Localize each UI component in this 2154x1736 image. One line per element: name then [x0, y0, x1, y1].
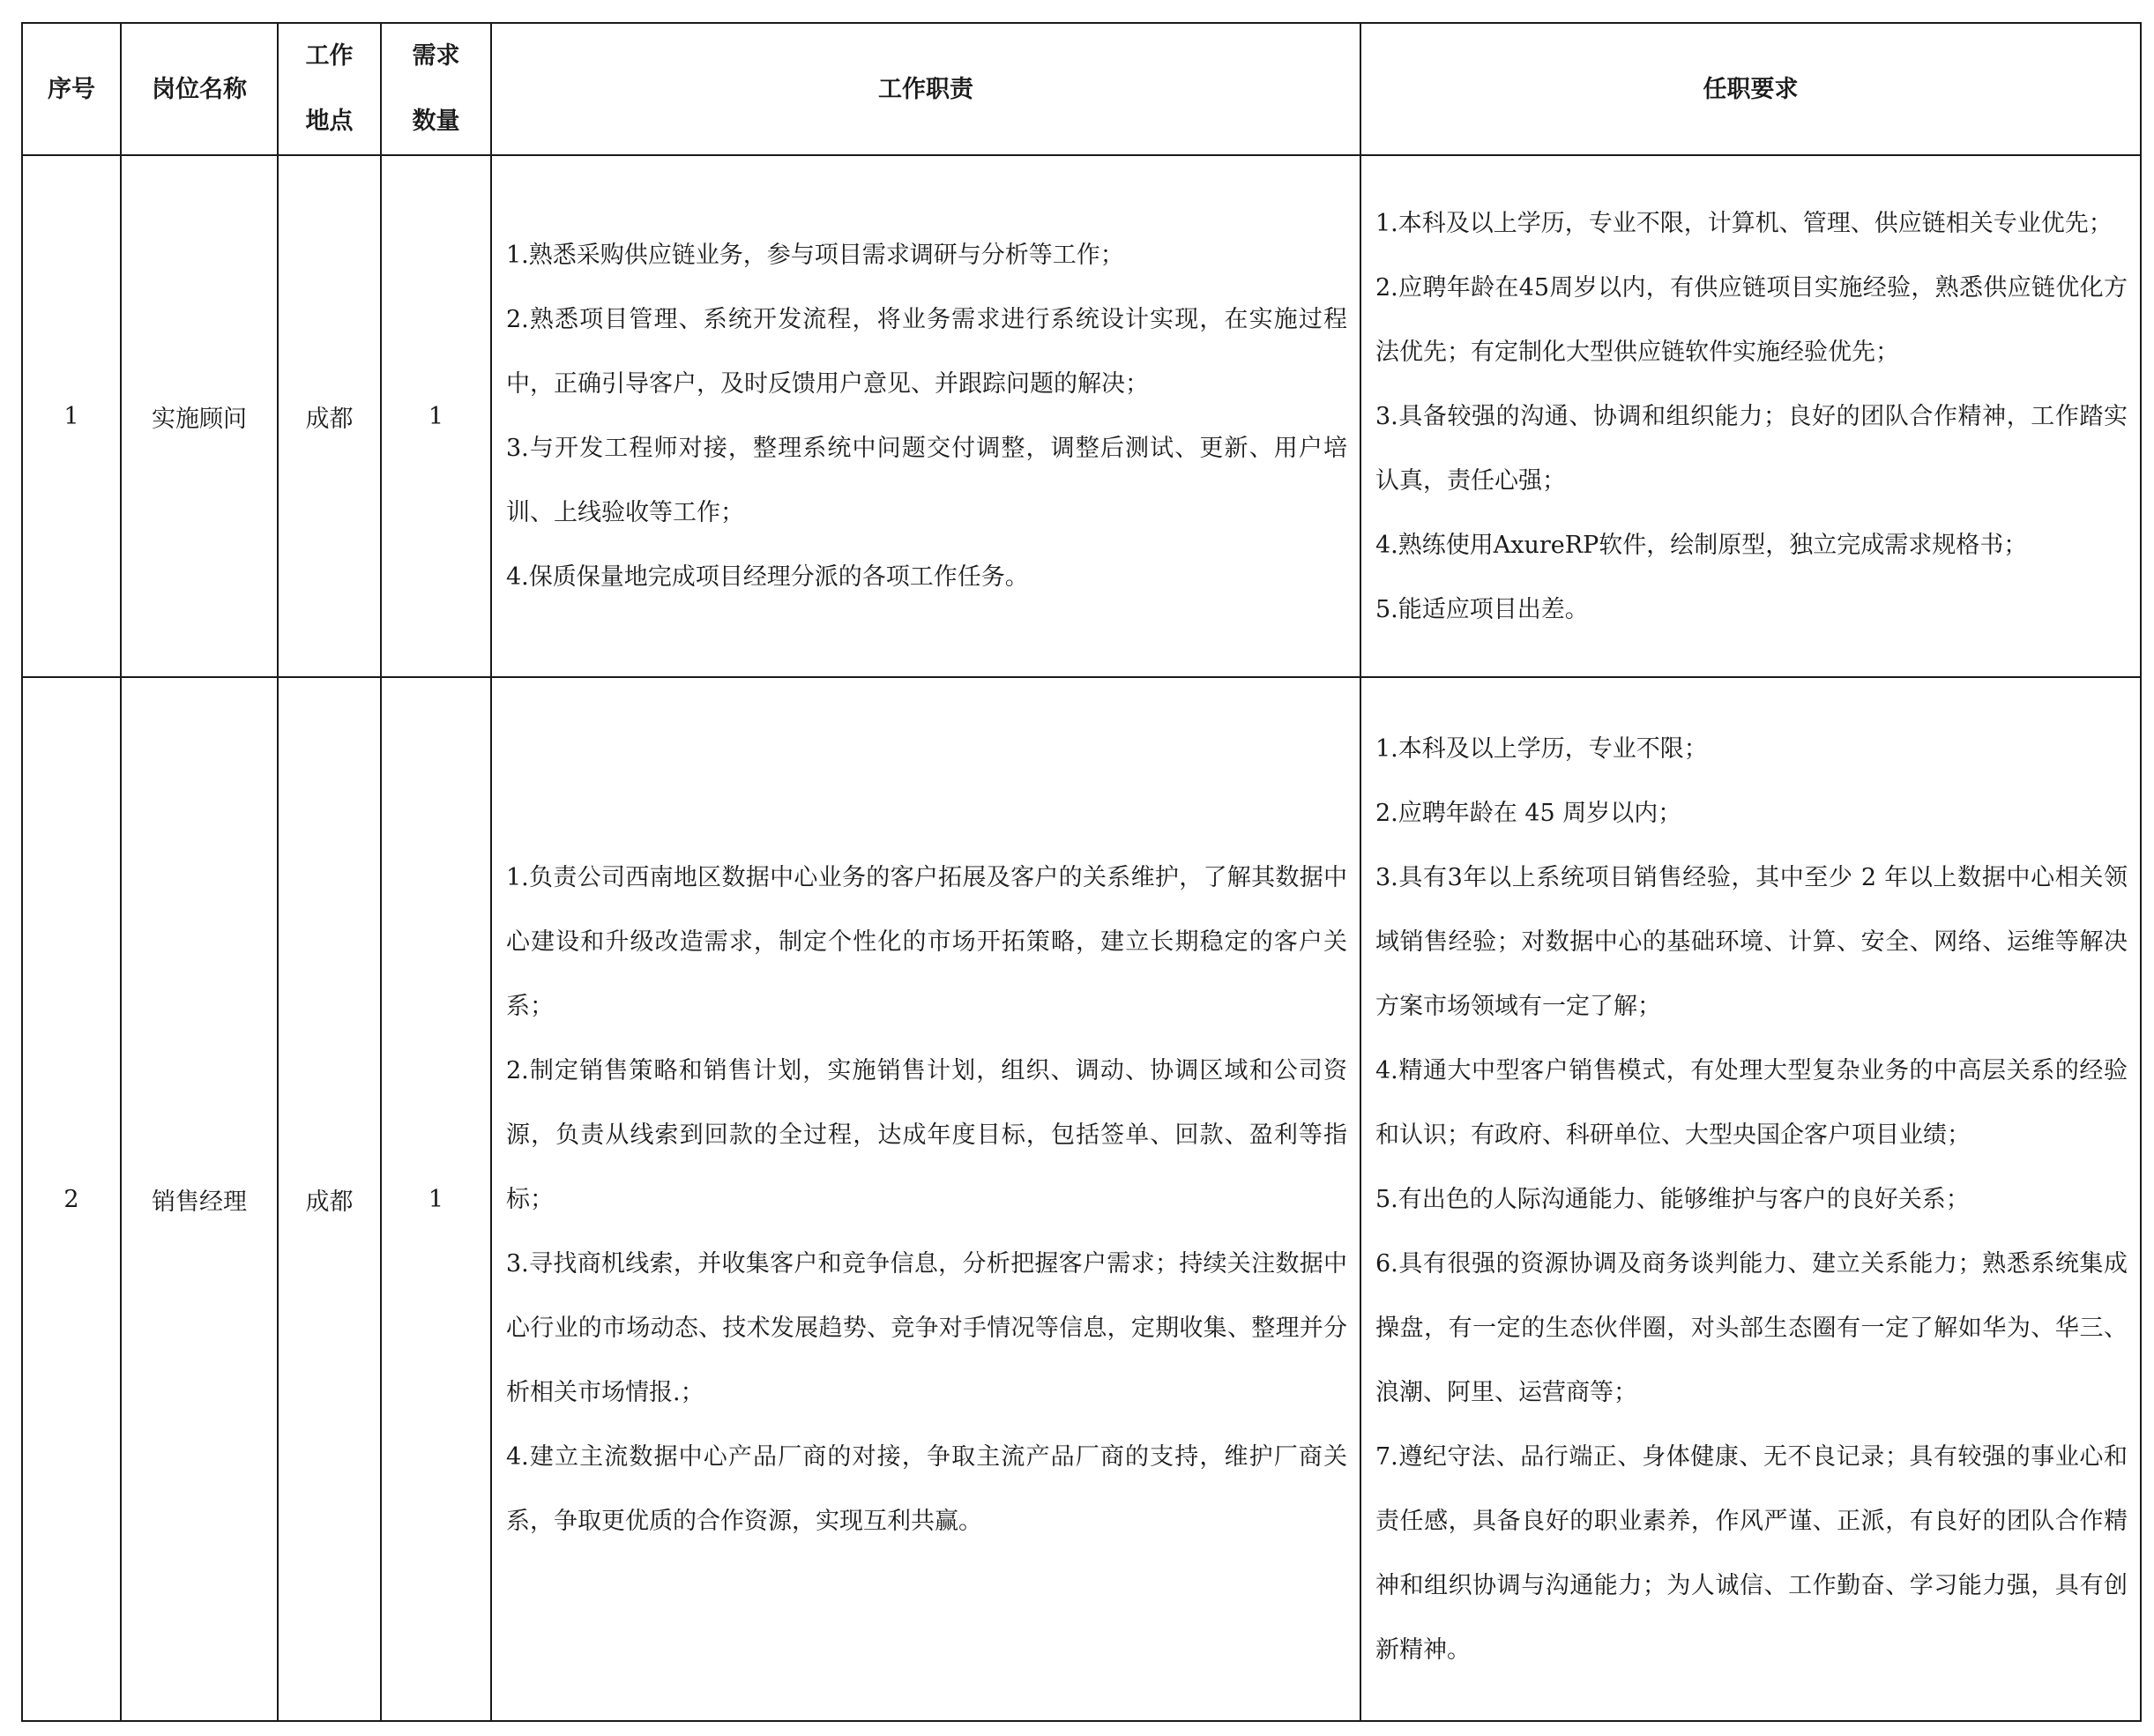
cell-location: 成都 [278, 155, 381, 677]
header-location-line1: 工作 [305, 42, 354, 70]
header-duties: 工作职责 [491, 23, 1360, 155]
requirement-item: 2.应聘年龄在45周岁以内，有供应链项目实施经验，熟悉供应链优化方法优先；有定制化大型供应链软件实施经验优先； [1375, 273, 2128, 366]
header-quantity-line1: 需求 [412, 42, 460, 70]
duty-item: 2.熟悉项目管理、系统开发流程，将业务需求进行系统设计实现，在实施过程中，正确引导客户，及时反馈用户意见、并跟踪问题的解决； [506, 306, 1347, 398]
cell-quantity: 1 [381, 155, 491, 677]
cell-duties [491, 155, 1360, 677]
table-header-row [22, 23, 2141, 155]
header-quantity [381, 23, 491, 155]
cell-seq: 1 [22, 155, 121, 677]
cell-position: 销售经理 [121, 677, 278, 1721]
cell-position: 实施顾问 [121, 155, 278, 677]
header-quantity-line2: 数量 [412, 108, 460, 135]
table-row [22, 677, 2141, 1721]
header-position: 岗位名称 [121, 23, 278, 155]
header-requirements: 任职要求 [1360, 23, 2141, 155]
requirement-item: 1.本科及以上学历，专业不限； [1375, 734, 1708, 763]
duty-item: 2.制定销售策略和销售计划，实施销售计划，组织、调动、协调区域和公司资源，负责从线索到回款的全过程，达成年度目标，包括签单、回款、盈利等指标； [506, 1056, 1347, 1213]
requirement-item: 1.本科及以上学历，专业不限，计算机、管理、供应链相关专业优先； [1375, 209, 2113, 237]
job-openings-table [21, 22, 2142, 1722]
requirement-item: 4.精通大中型客户销售模式，有处理大型复杂业务的中高层关系的经验和认识；有政府、科研单位、大型央国企客户项目业绩； [1375, 1056, 2128, 1149]
duty-item: 3.寻找商机线索，并收集客户和竞争信息，分析把握客户需求；持续关注数据中心行业的市场动态、技术发展趋势、竞争对手情况等信息，定期收集、整理并分析相关市场情报.； [506, 1249, 1347, 1406]
cell-quantity: 1 [381, 677, 491, 1721]
requirement-item: 5.有出色的人际沟通能力、能够维护与客户的良好关系； [1375, 1185, 1970, 1213]
requirement-item: 5.能适应项目出差。 [1375, 595, 1589, 623]
duty-item: 1.负责公司西南地区数据中心业务的客户拓展及客户的关系维护，了解其数据中心建设和升级改造需求，制定个性化的市场开拓策略，建立长期稳定的客户关系； [506, 863, 1347, 1020]
cell-seq: 2 [22, 677, 121, 1721]
duty-item: 3.与开发工程师对接，整理系统中问题交付调整，调整后测试、更新、用户培训、上线验收等工作； [506, 435, 1347, 526]
requirement-item: 6.具有很强的资源协调及商务谈判能力、建立关系能力；熟悉系统集成操盘，有一定的生态伙伴圈，对头部生态圈有一定了解如华为、华三、浪潮、阿里、运营商等； [1375, 1249, 2128, 1406]
requirement-item: 4.熟练使用AxureRP软件，绘制原型，独立完成需求规格书； [1375, 531, 2028, 559]
requirement-item: 7.遵纪守法、品行端正、身体健康、无不良记录；具有较强的事业心和责任感，具备良好的职业素养，作风严谨、正派，有良好的团队合作精神和组织协调与沟通能力；为人诚信、工作勤奋、学习能力强，具有创新精神。 [1375, 1442, 2128, 1664]
cell-duties [491, 677, 1360, 1721]
duty-item: 1.熟悉采购供应链业务，参与项目需求调研与分析等工作； [506, 242, 1124, 269]
requirement-item: 3.具有3年以上系统项目销售经验，其中至少 2 年以上数据中心相关领域销售经验；对数据中心的基础环境、计算、安全、网络、运维等解决方案市场领域有一定了解； [1375, 863, 2128, 1020]
cell-requirements [1360, 677, 2141, 1721]
table-row [22, 155, 2141, 677]
requirement-item: 2.应聘年龄在 45 周岁以内； [1375, 799, 1682, 827]
header-location-line2: 地点 [305, 108, 354, 135]
header-location [278, 23, 381, 155]
cell-requirements [1360, 155, 2141, 677]
requirement-item: 3.具备较强的沟通、协调和组织能力；良好的团队合作精神，工作踏实认真，责任心强； [1375, 402, 2128, 495]
header-seq: 序号 [22, 23, 121, 155]
cell-location: 成都 [278, 677, 381, 1721]
duty-item: 4.保质保量地完成项目经理分派的各项工作任务。 [506, 563, 1029, 591]
duty-item: 4.建立主流数据中心产品厂商的对接，争取主流产品厂商的支持，维护厂商关系，争取更优质的合作资源，实现互利共赢。 [506, 1442, 1347, 1535]
